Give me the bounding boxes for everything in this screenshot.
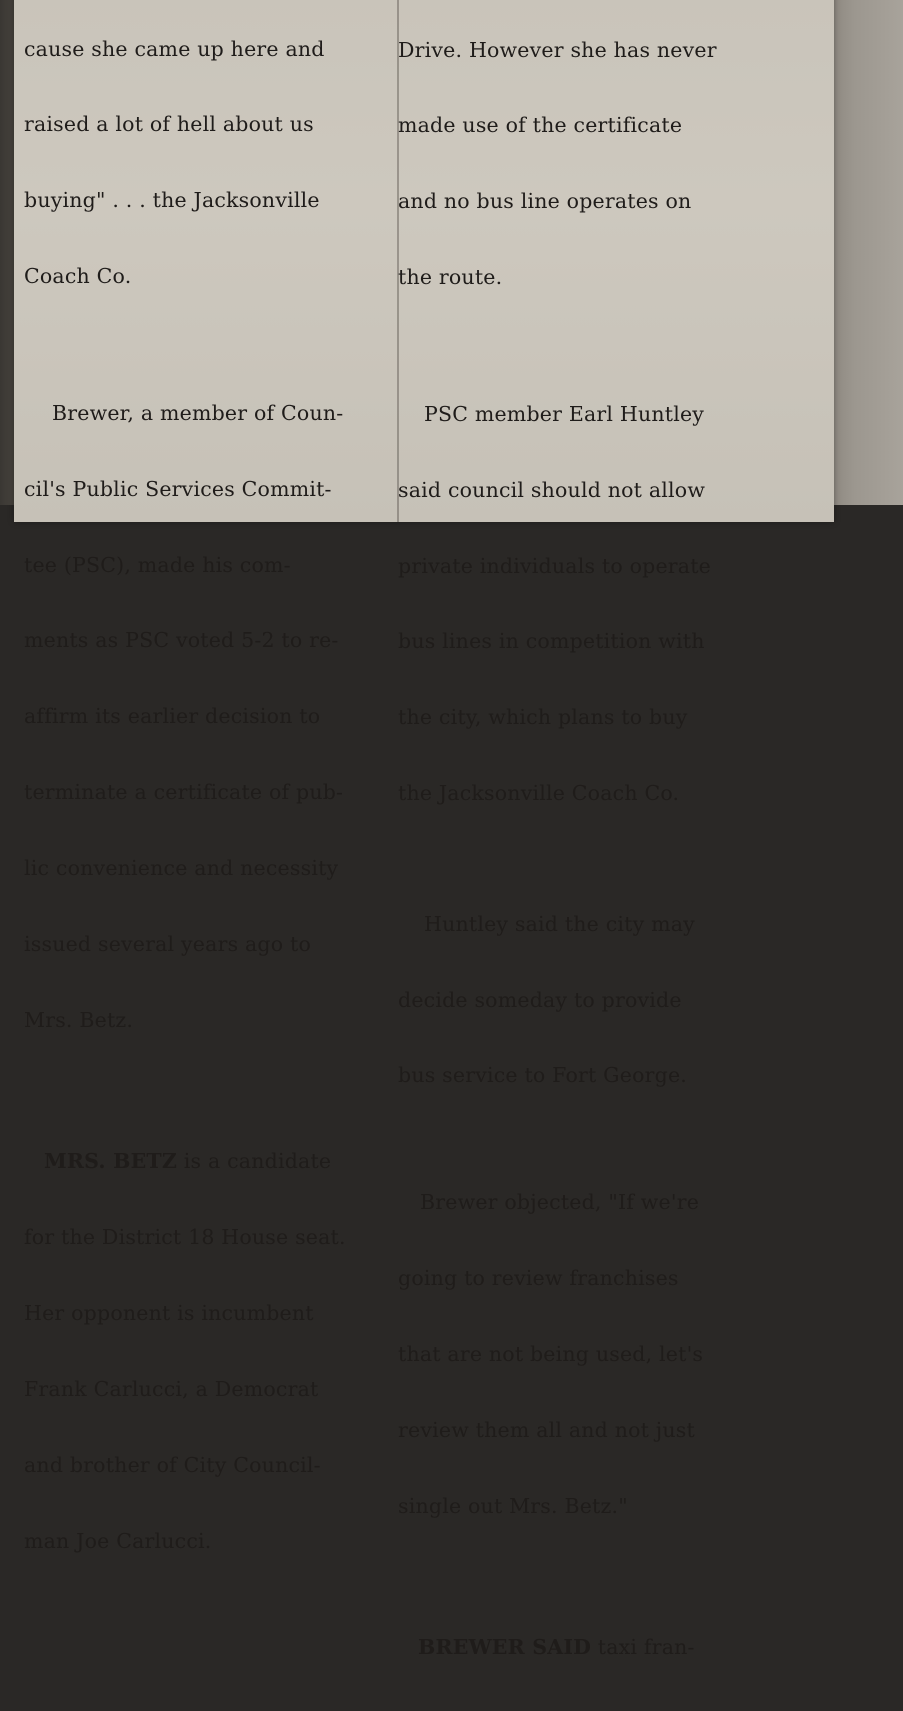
text-line: and brother of City Council-	[24, 1452, 321, 1477]
text-line: raised a lot of hell about us	[24, 112, 314, 137]
text-line: bus service to Fort George.	[398, 1063, 687, 1088]
paragraph-betz-candidate	[24, 1099, 374, 1605]
text-line: tee (PSC), made his com-	[24, 552, 291, 577]
text-line: the route.	[398, 265, 503, 290]
paragraph-brewer-objected	[398, 1139, 728, 1569]
text-line: cil's Public Services Commit-	[24, 476, 332, 501]
text-line: Drive. However she has never	[398, 37, 717, 62]
text-line: single out Mrs. Betz."	[398, 1493, 628, 1518]
text-line	[24, 1149, 374, 1174]
text-line: that are not being used, let's	[398, 1341, 704, 1366]
text-line: Mrs. Betz.	[24, 1007, 134, 1032]
paragraph-huntley-council	[398, 351, 728, 857]
text-line: man Joe Carlucci.	[24, 1528, 212, 1553]
text-run: taxi fran-	[591, 1635, 695, 1659]
text-line: for the District 18 House seat.	[24, 1225, 346, 1250]
text-line: review them all and not just	[398, 1417, 695, 1442]
text-line	[398, 1635, 728, 1660]
paragraph-fort-george	[398, 861, 728, 1139]
paragraph-certificate	[398, 0, 728, 341]
left-column	[24, 0, 374, 1605]
subhead-lead: BREWER SAID	[418, 1635, 592, 1659]
text-line: private individuals to operate	[398, 553, 711, 578]
text-line: lic convenience and necessity	[24, 856, 339, 881]
text-line: said council should not allow	[398, 477, 706, 502]
text-line: Frank Carlucci, a Democrat	[24, 1377, 319, 1402]
text-line: buying" . . . the Jacksonville	[24, 188, 320, 213]
background-surface	[834, 0, 903, 505]
paragraph-brewer-psc	[24, 350, 374, 1084]
text-line: PSC member Earl Huntley	[424, 401, 705, 426]
text-line: decide someday to provide	[398, 987, 682, 1012]
text-line: the Jacksonville Coach Co.	[398, 781, 680, 806]
subhead-lead: MRS. BETZ	[44, 1149, 178, 1174]
text-line: Coach Co.	[24, 264, 132, 289]
text-run: is a candidate	[177, 1149, 332, 1174]
text-line: made use of the certificate	[398, 113, 683, 138]
text-line: terminate a certificate of pub-	[24, 780, 344, 805]
text-line: Her opponent is incumbent	[24, 1301, 314, 1326]
text-line: ments as PSC voted 5-2 to re-	[24, 628, 339, 653]
text-line: issued several years ago to	[24, 931, 311, 956]
paragraph-brewer-said	[398, 1584, 728, 1710]
text-line: bus lines in competition with	[398, 629, 705, 654]
text-line: going to review franchises	[398, 1265, 679, 1290]
text-line: and no bus line operates on	[398, 189, 692, 214]
paragraph-hell-quote	[24, 0, 374, 340]
text-line: Brewer, a member of Coun-	[52, 400, 344, 425]
text-line: affirm its earlier decision to	[24, 704, 321, 729]
text-line: Huntley said the city may	[424, 911, 695, 936]
text-line: the city, which plans to buy	[398, 705, 688, 730]
text-line: cause she came up here and	[24, 36, 325, 61]
right-column	[398, 0, 728, 1711]
text-line: Brewer objected, "If we're	[420, 1189, 700, 1214]
